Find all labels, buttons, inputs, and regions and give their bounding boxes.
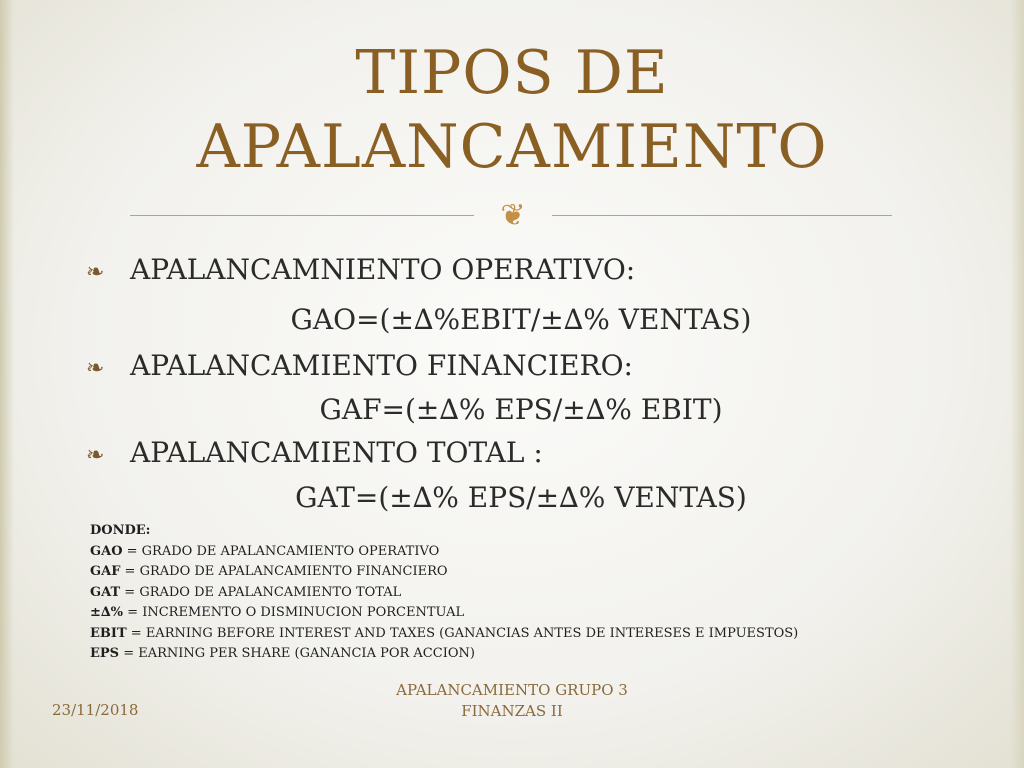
definition-term: GAF — [90, 564, 121, 579]
definition-term: EPS — [90, 646, 120, 661]
footer-line-1: APALANCAMIENTO GRUPO 3 — [396, 681, 628, 699]
bullet-item-total — [86, 433, 543, 476]
title-divider-right — [552, 215, 892, 216]
definition-term: GAO — [90, 543, 123, 559]
bullet-label: APALANCAMIENTO FINANCIERO: — [130, 349, 633, 382]
definition-term: ±∆% — [90, 605, 124, 620]
bullet-label: APALANCAMIENTO TOTAL : — [130, 436, 543, 469]
definition-row — [90, 562, 798, 583]
definition-text: = INCREMENTO O DISMINUCION PORCENTUAL — [123, 605, 465, 620]
definition-row — [90, 583, 798, 604]
definition-text: = EARNING BEFORE INTEREST AND TAXES (GANANCIAS ANTES DE INTERESES E IMPUESTOS) — [126, 625, 799, 641]
title-divider-left — [130, 215, 474, 216]
definitions-block — [90, 521, 798, 665]
definition-text: = GRADO DE APALANCAMIENTO FINANCIERO — [120, 564, 448, 579]
formula-gao: GAO=(±∆%EBIT/±∆% VENTAS) — [290, 303, 752, 336]
curled-leaf-icon: ❧ — [86, 356, 105, 381]
definition-row — [90, 624, 798, 645]
definition-text: = GRADO DE APALANCAMIENTO TOTAL — [120, 584, 402, 600]
definition-row — [90, 603, 798, 624]
definitions-heading: DONDE: — [90, 523, 151, 538]
formula-gat: GAT=(±∆% EPS/±∆% VENTAS) — [295, 481, 747, 514]
bullet-item-financiero — [86, 346, 633, 389]
definition-row — [90, 542, 798, 563]
footer-title — [372, 680, 652, 722]
footer-date: 23/11/2018 — [52, 701, 139, 719]
definition-row — [90, 644, 798, 665]
footer-line-2: FINANZAS II — [461, 702, 563, 720]
definition-term: GAT — [90, 584, 121, 600]
bullet-label: APALANCAMNIENTO OPERATIVO: — [130, 253, 636, 286]
slide-title — [0, 36, 1024, 184]
title-line-1: TIPOS DE — [355, 38, 669, 108]
curled-leaf-icon: ❧ — [86, 443, 105, 468]
scroll-flourish-icon: ❦ — [500, 198, 526, 233]
definition-term: EBIT — [90, 625, 127, 641]
curled-leaf-icon: ❧ — [86, 260, 105, 285]
formula-gaf: GAF=(±∆% EPS/±∆% EBIT) — [319, 393, 723, 426]
definition-text: = GRADO DE APALANCAMIENTO OPERATIVO — [122, 543, 440, 559]
bullet-item-operativo — [86, 250, 635, 293]
title-line-2: APALANCAMIENTO — [196, 112, 828, 182]
definition-text: = EARNING PER SHARE (GANANCIA POR ACCION) — [119, 646, 475, 661]
